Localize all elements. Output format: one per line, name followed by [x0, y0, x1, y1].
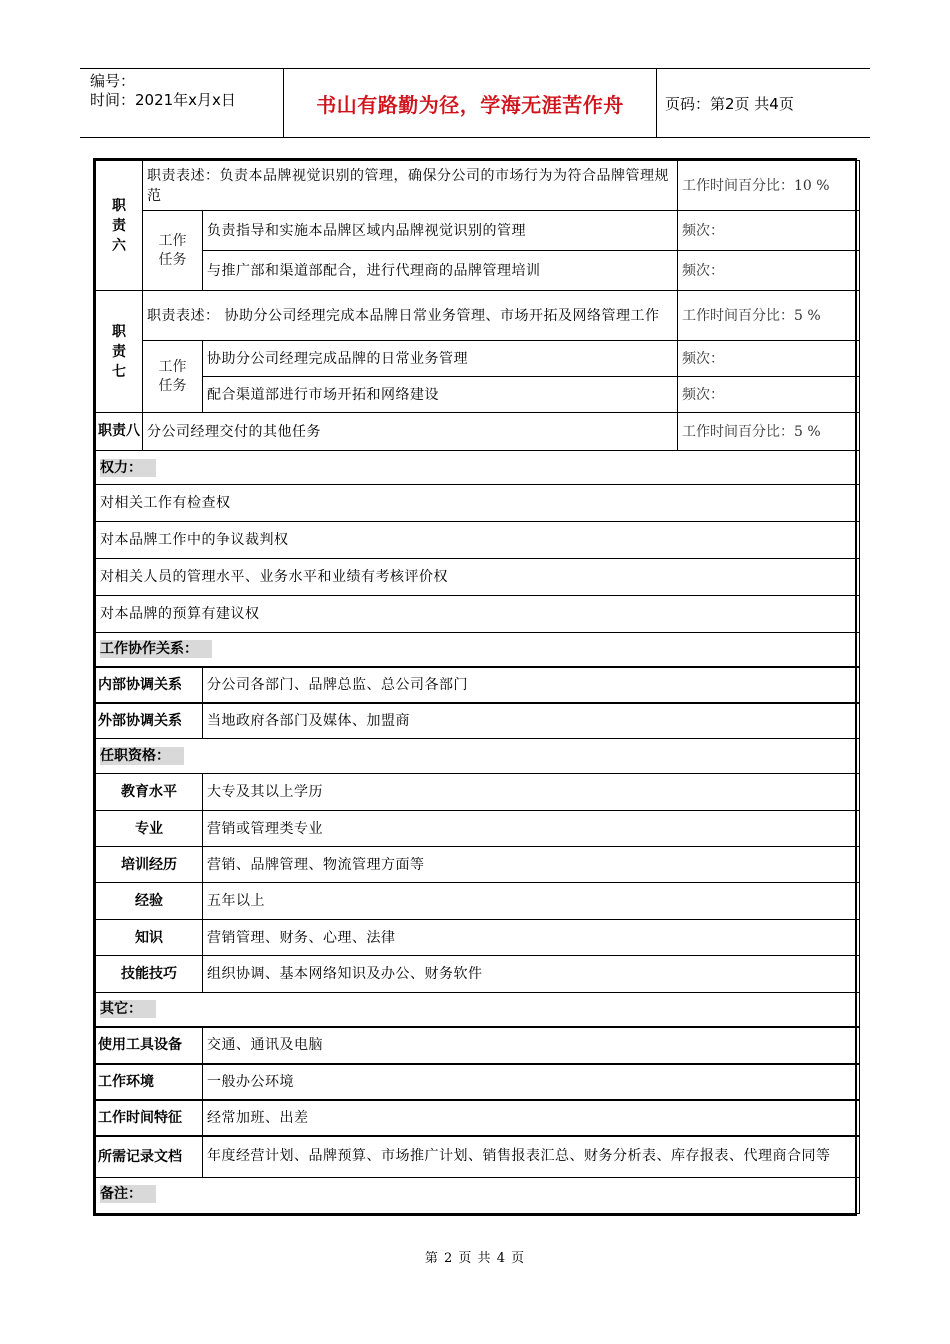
qualification-row: [96, 847, 860, 883]
knowledge-value: 营销管理、财务、心理、法律: [203, 920, 860, 956]
work-environment-label: 工作环境: [96, 1064, 203, 1100]
other-row: [96, 1136, 860, 1178]
header-page-info: 页码：第2页 共4页: [665, 94, 794, 113]
documents-label: 所需记录文档: [96, 1136, 203, 1178]
page-footer: 第 2 页 共 4 页: [424, 1251, 526, 1266]
other-section-header: [96, 993, 860, 1027]
duty-7-task-2: 配合渠道部进行市场开拓和网络建设: [203, 377, 678, 413]
powers-title: 权力：: [100, 459, 156, 477]
duty-6-task-row: [96, 251, 860, 291]
other-row: [96, 1027, 860, 1064]
document-number-label: 编号：: [90, 72, 136, 90]
qualification-row: [96, 956, 860, 993]
internal-relations-value: 分公司各部门、品牌总监、总公司各部门: [203, 667, 860, 703]
experience-value: 五年以上: [203, 883, 860, 920]
relation-row: [96, 703, 860, 739]
duty-7-task-1: 协助分公司经理完成品牌的日常业务管理: [203, 341, 678, 377]
tools-value: 交通、通讯及电脑: [203, 1027, 860, 1064]
other-title: 其它：: [100, 1000, 156, 1018]
experience-label: 经验: [96, 883, 203, 920]
duty-7-task-row: [96, 377, 860, 413]
skills-value: 组织协调、基本网络知识及办公、财务软件: [203, 956, 860, 993]
document-date: 时间：2021年x月x日: [90, 91, 236, 109]
duty-8-row: [96, 413, 860, 451]
qualifications-section-header: [96, 739, 860, 774]
duty-6-label: 职责六: [96, 161, 143, 291]
external-relations-label: 外部协调关系: [96, 703, 203, 739]
duty-8-label: 职责八: [96, 413, 143, 451]
duty-6-task-2-frequency: 频次：: [678, 251, 860, 291]
education-value: 大专及其以上学历: [203, 774, 860, 811]
duty-6-task-label: 工作任务: [143, 211, 203, 291]
duty-6-description: 职责表述：负责本品牌视觉识别的管理，确保分公司的市场行为为符合品牌管理规范: [143, 161, 678, 211]
qualifications-title: 任职资格：: [100, 747, 184, 765]
training-value: 营销、品牌管理、物流管理方面等: [203, 847, 860, 883]
notes-section: [96, 1178, 860, 1214]
job-description-table: [93, 158, 857, 1216]
work-time-value: 经常加班、出差: [203, 1100, 860, 1136]
powers-section-header: [96, 451, 860, 485]
qualification-row: [96, 920, 860, 956]
training-label: 培训经历: [96, 847, 203, 883]
work-environment-value: 一般办公环境: [203, 1064, 860, 1100]
power-row: [96, 522, 860, 559]
power-item-4: 对本品牌的预算有建议权: [96, 596, 860, 633]
duty-8-percent: 工作时间百分比：5 %: [678, 413, 860, 451]
qualification-row: [96, 883, 860, 920]
duty-6-task-row: [96, 211, 860, 251]
external-relations-value: 当地政府各部门及媒体、加盟商: [203, 703, 860, 739]
page-header: [80, 68, 870, 138]
header-meta: [80, 69, 284, 137]
qualification-row: [96, 811, 860, 847]
documents-value: 年度经营计划、品牌预算、市场推广计划、销售报表汇总、财务分析表、库存报表、代理商合同等: [203, 1136, 860, 1178]
duty-7-description-row: [96, 291, 860, 341]
relation-row: [96, 667, 860, 703]
major-value: 营销或管理类专业: [203, 811, 860, 847]
power-item-3: 对相关人员的管理水平、业务水平和业绩有考核评价权: [96, 559, 860, 596]
duty-6-task-1-frequency: 频次：: [678, 211, 860, 251]
power-item-1: 对相关工作有检查权: [96, 485, 860, 522]
relations-section-header: [96, 633, 860, 667]
duty-6-percent: 工作时间百分比：10 %: [678, 161, 860, 211]
power-row: [96, 596, 860, 633]
skills-label: 技能技巧: [96, 956, 203, 993]
work-time-label: 工作时间特征: [96, 1100, 203, 1136]
duty-7-task-1-frequency: 频次：: [678, 341, 860, 377]
major-label: 专业: [96, 811, 203, 847]
duty-7-description: 职责表述： 协助分公司经理完成本品牌日常业务管理、市场开拓及网络管理工作: [143, 291, 678, 341]
relations-title: 工作协作关系：: [100, 640, 212, 658]
duty-6-description-row: [96, 161, 860, 211]
qualification-row: [96, 774, 860, 811]
duty-7-task-2-frequency: 频次：: [678, 377, 860, 413]
duty-8-description: 分公司经理交付的其他任务: [143, 413, 678, 451]
knowledge-label: 知识: [96, 920, 203, 956]
power-item-2: 对本品牌工作中的争议裁判权: [96, 522, 860, 559]
power-row: [96, 559, 860, 596]
tools-label: 使用工具设备: [96, 1027, 203, 1064]
other-row: [96, 1064, 860, 1100]
duty-7-percent: 工作时间百分比：5 %: [678, 291, 860, 341]
duty-7-task-label: 工作任务: [143, 341, 203, 413]
duty-6-task-1: 负责指导和实施本品牌区域内品牌视觉识别的管理: [203, 211, 678, 251]
other-row: [96, 1100, 860, 1136]
duty-7-label: 职责七: [96, 291, 143, 413]
education-label: 教育水平: [96, 774, 203, 811]
duty-6-task-2: 与推广部和渠道部配合，进行代理商的品牌管理培训: [203, 251, 678, 291]
duty-7-task-row: [96, 341, 860, 377]
header-motto: 书山有路勤为径，学海无涯苦作舟: [284, 69, 657, 137]
power-row: [96, 485, 860, 522]
notes-title: 备注：: [100, 1185, 156, 1203]
internal-relations-label: 内部协调关系: [96, 667, 203, 703]
